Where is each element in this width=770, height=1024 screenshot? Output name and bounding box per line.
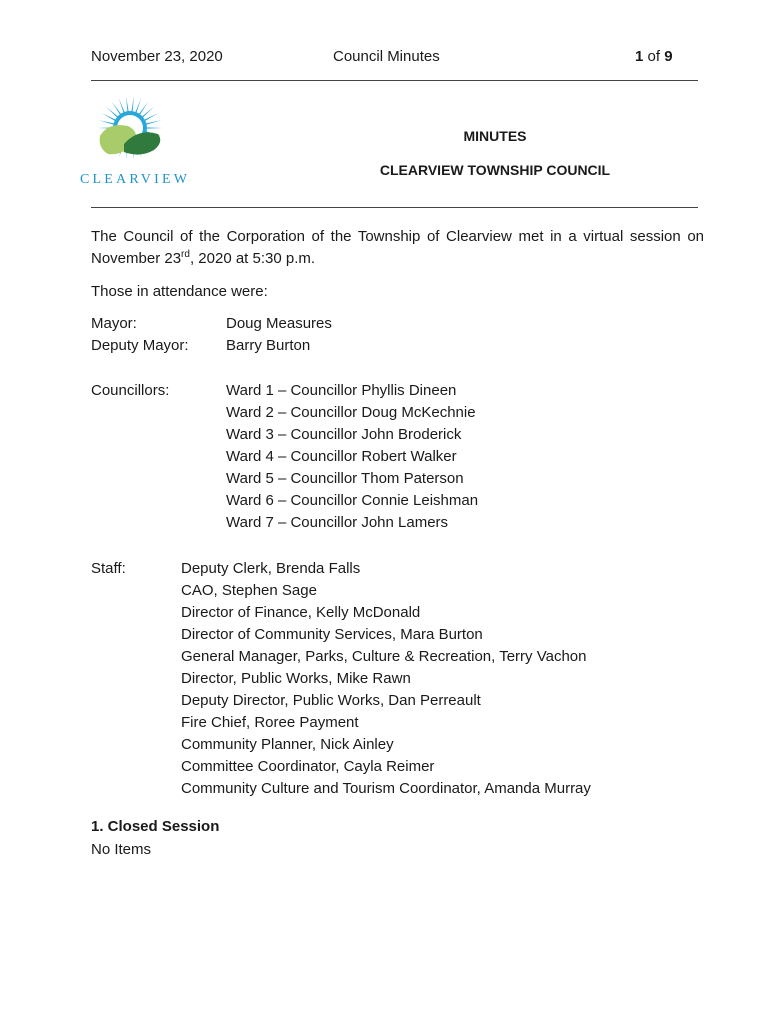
councillor-item: Ward 7 – Councillor John Lamers	[226, 514, 449, 531]
councillors-label: Councillors:	[91, 382, 170, 399]
councillor-item: Ward 5 – Councillor Thom Paterson	[226, 470, 464, 487]
header-date: November 23, 2020	[91, 48, 223, 65]
header-title: Council Minutes	[333, 48, 440, 65]
councillor-item: Ward 3 – Councillor John Broderick	[226, 426, 462, 443]
staff-item: Community Planner, Nick Ainley	[181, 736, 394, 753]
staff-item: Director of Finance, Kelly McDonald	[181, 604, 421, 621]
intro-text-2: , 2020 at 5:30 p.m.	[189, 250, 316, 267]
staff-item: Community Culture and Tourism Coordinator, Amanda Murray	[181, 780, 591, 797]
logo-wordmark: CLEARVIEW	[80, 172, 191, 187]
page-total: 9	[664, 48, 673, 65]
staff-item: Fire Chief, Roree Payment	[181, 714, 359, 731]
mayor-label: Mayor:	[91, 315, 137, 332]
sun-hills-icon	[78, 92, 193, 172]
page-of: of	[647, 48, 661, 65]
staff-item: Deputy Clerk, Brenda Falls	[181, 560, 361, 577]
attendance-intro: Those in attendance were:	[91, 283, 268, 300]
intro-superscript: rd	[181, 249, 190, 260]
staff-item: General Manager, Parks, Culture & Recreation, Terry Vachon	[181, 648, 587, 665]
deputy-mayor-name: Barry Burton	[226, 337, 311, 354]
mayor-name: Doug Measures	[226, 315, 332, 332]
councillors-list	[226, 380, 478, 534]
staff-item: Deputy Director, Public Works, Dan Perreault	[181, 692, 481, 709]
staff-item: CAO, Stephen Sage	[181, 582, 317, 599]
section-body: No Items	[91, 841, 152, 858]
header-divider	[91, 80, 698, 81]
document-title: MINUTES	[463, 128, 527, 144]
document-subtitle: CLEARVIEW TOWNSHIP COUNCIL	[379, 162, 611, 178]
intro-text-1: The Council of the Corporation of the Township of Clearview met in a virtual session on November 23	[91, 228, 704, 267]
title-divider	[91, 207, 698, 208]
page-current: 1	[635, 48, 644, 65]
staff-item: Committee Coordinator, Cayla Reimer	[181, 758, 435, 775]
header-page-number	[635, 48, 673, 65]
staff-label: Staff:	[91, 560, 126, 577]
section-heading: 1. Closed Session	[91, 818, 220, 835]
councillor-item: Ward 6 – Councillor Connie Leishman	[226, 492, 479, 509]
clearview-logo	[78, 92, 193, 192]
intro-paragraph	[91, 226, 704, 270]
staff-item: Director, Public Works, Mike Rawn	[181, 670, 411, 687]
councillor-item: Ward 4 – Councillor Robert Walker	[226, 448, 457, 465]
councillor-item: Ward 2 – Councillor Doug McKechnie	[226, 404, 476, 421]
staff-item: Director of Community Services, Mara Burton	[181, 626, 483, 643]
councillor-item: Ward 1 – Councillor Phyllis Dineen	[226, 382, 457, 399]
deputy-mayor-label: Deputy Mayor:	[91, 337, 189, 354]
staff-list	[181, 558, 591, 800]
